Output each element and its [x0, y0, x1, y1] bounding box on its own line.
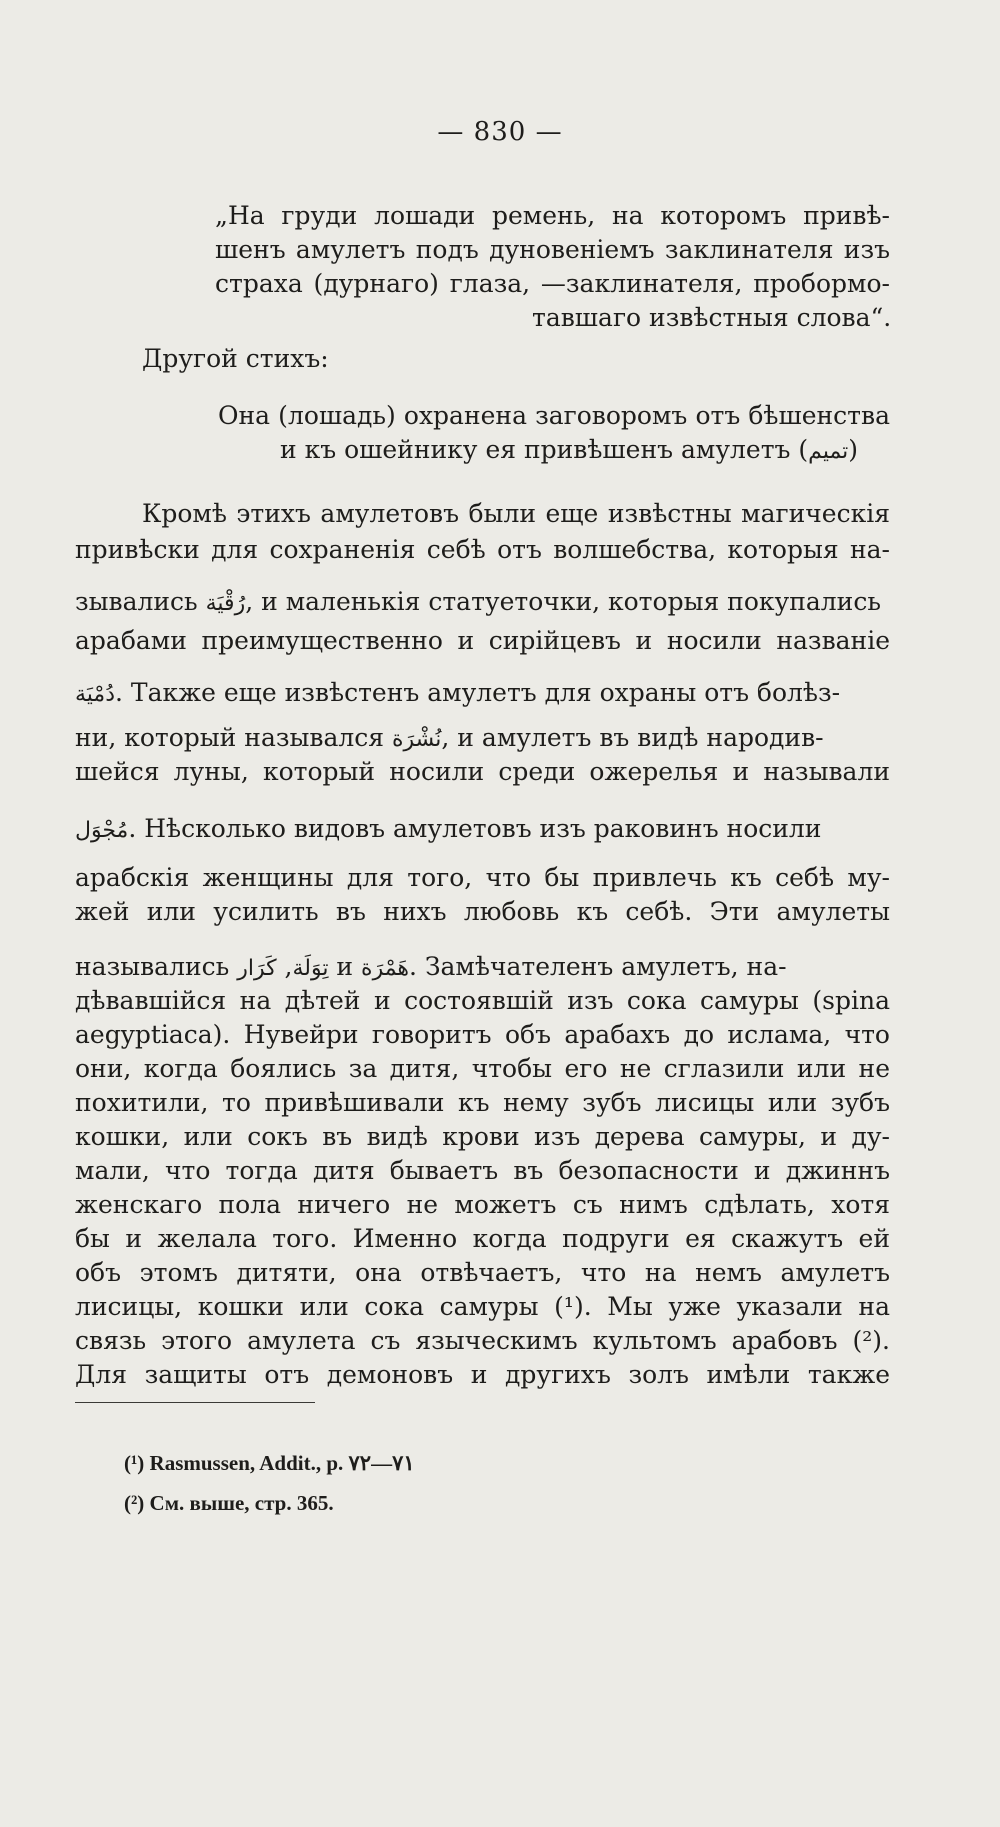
text-segment: , и амулетъ въ видѣ народив-: [441, 723, 824, 752]
footnote: (²) См. выше, стр. 365.: [124, 1491, 334, 1515]
text-line: похитили, то привѣшивали къ нему зубъ лисицы или зубъ: [75, 1088, 890, 1117]
text-segment: ,: [284, 952, 293, 981]
text-line: страха (дурнаго) глаза, —заклинателя, пробормо-: [215, 269, 890, 298]
text-line: Другой стихъ:: [142, 344, 329, 373]
text-line: [75, 812, 890, 848]
text-segment: . Также еще извѣстенъ амулетъ для охраны отъ болѣз-: [115, 678, 841, 707]
text-line: мали, что тогда дитя бываетъ въ безопасности и джиннъ: [75, 1156, 890, 1185]
text-line: шейся луны, который носили среди ожерелья и называли: [75, 757, 890, 786]
arabic-word: تِوَلَة: [292, 956, 329, 981]
text-line: женскаго пола ничего не можетъ съ нимъ сдѣлать, хотя: [75, 1190, 890, 1219]
text-segment: , и маленькія статуеточки, которыя покупались: [245, 587, 881, 616]
page-number: — 830 —: [437, 117, 563, 147]
text-line: [75, 585, 890, 621]
text-segment: зывались: [75, 587, 198, 616]
text-segment: ): [848, 435, 859, 464]
arabic-word: هَمْرَة: [361, 956, 410, 981]
arabic-word: رُقْيَة: [205, 591, 246, 616]
arabic-word: نُشْرَة: [391, 727, 442, 752]
arabic-word: دُمْيَة: [75, 682, 116, 707]
text-line: лисицы, кошки или сока самуры (¹). Мы уже указали на: [75, 1292, 890, 1321]
text-line: Она (лошадь) охранена заговоромъ отъ бѣшенства: [218, 401, 890, 430]
text-segment: . Замѣчателенъ амулетъ, на-: [409, 952, 787, 981]
text-line: шенъ амулетъ подъ дуновеніемъ заклинателя изъ: [215, 235, 890, 264]
text-segment: назывались: [75, 952, 230, 981]
text-line: [280, 433, 890, 469]
text-segment: и: [336, 952, 354, 981]
text-line: aegyptiaca). Нувейри говоритъ объ арабахъ до ислама, что: [75, 1020, 890, 1049]
text-line: [75, 950, 890, 986]
text-line: арабскія женщины для того, что бы привлечь къ себѣ му-: [75, 863, 890, 892]
text-line: [75, 676, 890, 712]
text-line: Для защиты отъ демоновъ и другихъ золъ имѣли также: [75, 1360, 890, 1389]
text-line: [75, 721, 890, 757]
text-line: тавшаго извѣстныя слова“.: [532, 303, 892, 332]
arabic-word: تميم: [808, 439, 849, 464]
text-line: кошки, или сокъ въ видѣ крови изъ дерева самуры, и ду-: [75, 1122, 890, 1151]
text-line: объ этомъ дитяти, она отвѣчаетъ, что на немъ амулетъ: [75, 1258, 890, 1287]
text-line: связь этого амулета съ языческимъ культомъ арабовъ (²).: [75, 1326, 890, 1355]
text-line: они, когда боялись за дитя, чтобы его не сглазили или не: [75, 1054, 890, 1083]
text-line: привѣски для сохраненія себѣ отъ волшебства, которыя на-: [75, 535, 890, 564]
text-line: Кромѣ этихъ амулетовъ были еще извѣстны магическія: [142, 499, 890, 528]
text-line: жей или усилить въ нихъ любовь къ себѣ. Эти амулеты: [75, 897, 890, 926]
text-line: дѣвавшійся на дѣтей и состоявшій изъ сока самуры (spina: [75, 986, 890, 1015]
footnote-rule: [75, 1402, 315, 1403]
text-line: арабами преимущественно и сирійцевъ и носили названіе: [75, 626, 890, 655]
text-segment: ни, который назывался: [75, 723, 385, 752]
text-line: „На груди лошади ремень, на которомъ привѣ-: [215, 201, 890, 230]
footnote: (¹) Rasmussen, Addit., p. ٧١—٧٢: [124, 1451, 415, 1475]
arabic-word: مُجْوَل: [75, 818, 129, 843]
text-segment: . Нѣсколько видовъ амулетовъ изъ раковинъ носили: [128, 814, 822, 843]
text-segment: и къ ошейнику ея привѣшенъ амулетъ (: [280, 435, 809, 464]
arabic-word: كَرَار: [237, 956, 277, 981]
text-line: бы и желала того. Именно когда подруги ея скажутъ ей: [75, 1224, 890, 1253]
